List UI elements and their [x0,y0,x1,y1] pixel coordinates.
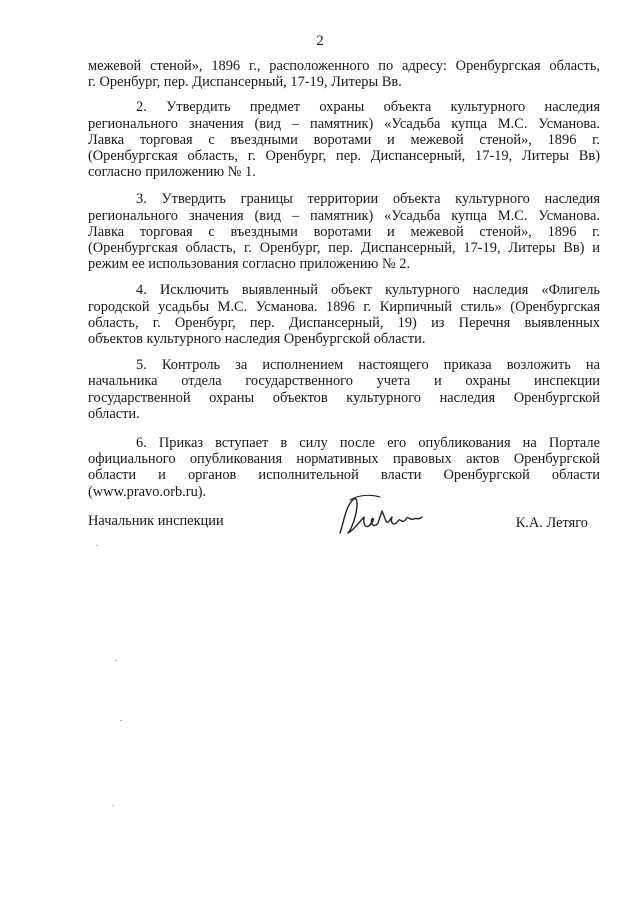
text-line: область, г. Оренбург, пер. Диспансерный, 19) из Перечня выявленных [88,314,600,331]
text-line: городской усадьбы М.С. Усманова. 1896 г. Кирпичный стиль» (Оренбургская [88,298,600,315]
page-number: 2 [316,33,324,49]
text-line: государственной охраны объектов культурного наследия Оренбургской [88,389,600,406]
text-line: регионального значения (вид – памятник) «Усадьба купца М.С. Усманова. [88,207,600,224]
text-line: 5. Контроль за исполнением настоящего приказа возложить на [136,357,600,374]
text-line: г. Оренбург, пер. Диспансерный, 17-19, Литеры Вв. [88,74,402,91]
paragraph-1 [88,58,600,90]
paragraph-4 [88,282,600,347]
document-body [88,58,600,506]
text-line: области и органов исполнительной власти Оренбургской области [88,467,600,484]
text-line: области. [88,405,140,422]
text-line: 6. Приказ вступает в силу после его опубликования на Портале [136,435,600,452]
text-line: 4. Исключить выявленный объект культурного наследия «Флигель [136,282,600,299]
text-line: (www.pravo.orb.ru). [88,483,207,500]
text-line: режим ее использования согласно приложению № 2. [88,256,411,273]
paragraph-2 [88,99,600,180]
text-line: объектов культурного наследия Оренбургской области. [88,331,426,348]
text-line: регионального значения (вид – памятник) «Усадьба купца М.С. Усманова. [88,115,600,132]
text-line: Лавка торговая с въездными воротами и межевой стеной», 1896 г. [88,131,600,148]
signer-title: Начальник инспекции [88,513,224,529]
text-line: (Оренбургская область, г. Оренбург, пер. Диспансерный, 17-19, Литеры Вв) и [88,240,600,257]
paragraph-3 [88,191,600,272]
text-line: 2. Утвердить предмет охраны объекта культурного наследия [136,99,600,116]
paragraph-5 [88,357,600,422]
text-line: 3. Утвердить границы территории объекта культурного наследия [136,191,600,208]
text-line: согласно приложению № 1. [88,164,256,181]
text-line: Лавка торговая с въездными воротами и межевой стеной», 1896 г. [88,223,600,240]
text-line: (Оренбургская область, г. Оренбург, пер. Диспансерный, 17-19, Литеры Вв) [88,148,600,165]
signer-name: К.А. Летяго [515,515,588,531]
text-line: начальника отдела государственного учета и охраны инспекции [88,373,600,390]
handwritten-signature [330,491,440,541]
text-line: официального опубликования нормативных правовых актов Оренбургской [88,451,600,468]
signature-block [0,505,640,545]
text-line: межевой стеной», 1896 г., расположенного по адресу: Оренбургская область, [88,58,600,74]
